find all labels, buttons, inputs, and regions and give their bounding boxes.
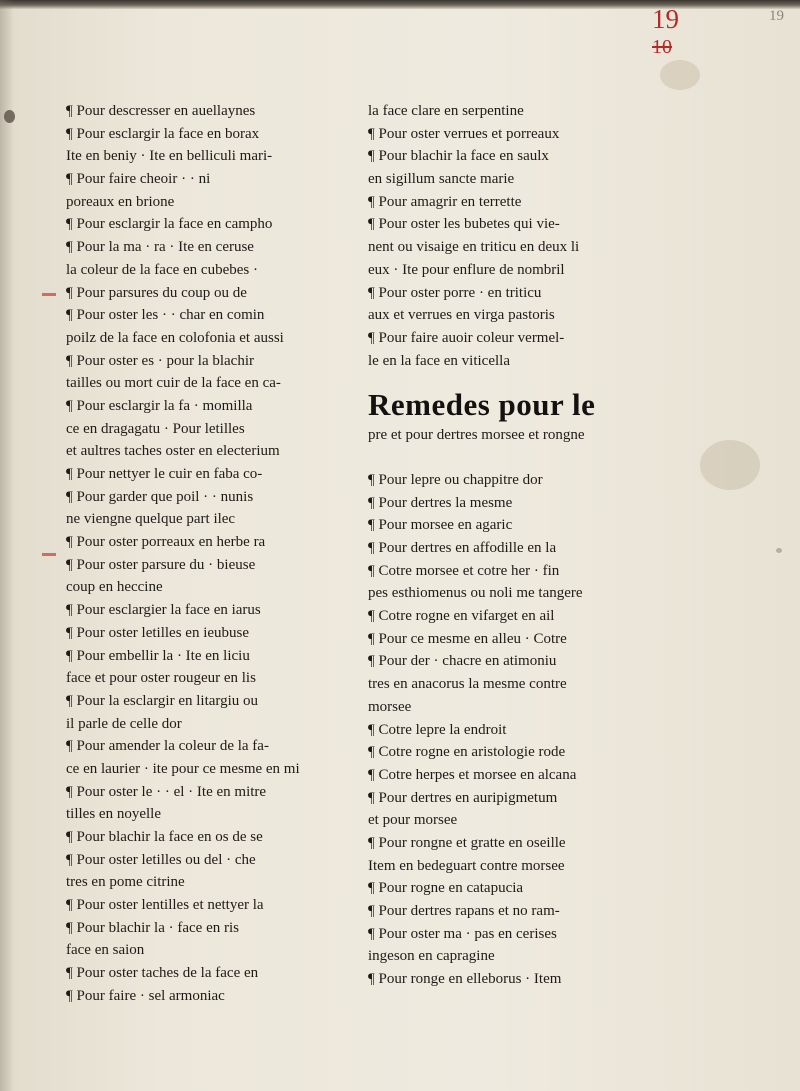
text-line: la face clare en serpentine bbox=[368, 103, 524, 119]
text-line: ¶ Pour garder que poil · · nunis bbox=[66, 488, 254, 505]
text-line: ¶ Pour embellir la · Ite en liciu bbox=[66, 647, 250, 664]
text-line: ¶ Pour dertres en affodille en la bbox=[368, 540, 557, 556]
text-line: ne viengne quelque part ilec bbox=[66, 511, 236, 528]
text-line: ¶ Pour faire auoir coleur vermel- bbox=[368, 329, 565, 346]
text-line: la coleur de la face en cubebes · bbox=[66, 261, 258, 278]
text-line: ¶ Pour esclargir la face en campho bbox=[66, 216, 273, 233]
text-line: ¶ Pour oster porreaux en herbe ra bbox=[66, 534, 266, 551]
text-line: ce en dragagatu · Pour letilles bbox=[66, 420, 245, 437]
foxing-stain bbox=[700, 440, 760, 490]
text-line: ¶ Pour rogne en catapucia bbox=[368, 880, 524, 897]
text-line: ¶ Pour faire · sel armoniac bbox=[66, 987, 225, 1004]
text-line: ¶ Pour oster parsure du · bieuse bbox=[66, 556, 256, 573]
text-line: ingeson en capragine bbox=[368, 948, 495, 965]
text-line: pes esthiomenus ou noli me tangere bbox=[368, 585, 583, 602]
text-line: face en saion bbox=[66, 942, 145, 959]
right-column-bottom-block bbox=[368, 469, 636, 991]
text-line: ¶ Pour esclargir la face en borax bbox=[66, 125, 260, 142]
text-line: coup en heccine bbox=[66, 579, 163, 596]
text-line: et pour morsee bbox=[368, 812, 458, 829]
text-line: eux · Ite pour enflure de nombril bbox=[368, 261, 565, 278]
struck-folio-number: 10 bbox=[652, 36, 672, 58]
text-line: ¶ Pour rongne et gratte en oseille bbox=[368, 834, 566, 851]
text-line: ¶ Cotre rogne en aristologie rode bbox=[368, 744, 566, 761]
text-line: ¶ Pour esclargir la fa · momilla bbox=[66, 397, 253, 414]
red-margin-mark bbox=[42, 293, 56, 296]
text-line: tilles en noyelle bbox=[66, 806, 161, 823]
section-subheading: pre et pour dertres morsee et rongne bbox=[368, 427, 585, 444]
text-line: ¶ Pour la ma · ra · Ite en ceruse bbox=[66, 239, 254, 256]
text-line: ¶ Pour ce mesme en alleu · Cotre bbox=[368, 630, 567, 647]
text-line: ¶ Pour oster verrues et porreaux bbox=[368, 125, 560, 142]
text-line: ¶ Pour oster porre · en triticu bbox=[368, 284, 542, 301]
text-line: ce en laurier · ite pour ce mesme en mi bbox=[66, 760, 300, 777]
right-text-column bbox=[368, 100, 636, 991]
text-line: ¶ Pour esclargier la face en iarus bbox=[66, 602, 261, 619]
text-line: le en la face en viticella bbox=[368, 352, 510, 369]
text-line: ¶ Pour oster lentilles et nettyer la bbox=[66, 897, 264, 914]
text-line: ¶ Pour oster letilles ou del · che bbox=[66, 851, 256, 868]
text-line: aux et verrues en virga pastoris bbox=[368, 307, 555, 324]
text-line: ¶ Cotre morsee et cotre her · fin bbox=[368, 562, 560, 579]
text-line: ¶ Pour oster le · · el · Ite en mitre bbox=[66, 783, 267, 800]
text-line: ¶ Pour blachir la face en saulx bbox=[368, 148, 549, 165]
text-line: ¶ Pour blachir la face en os de se bbox=[66, 829, 263, 845]
red-margin-mark bbox=[42, 553, 56, 556]
text-line: ¶ Pour dertres en auripigmetum bbox=[368, 789, 558, 806]
pencil-folio-number: 19 bbox=[769, 8, 784, 24]
text-line: Item en bedeguart contre morsee bbox=[368, 857, 565, 874]
text-line: ¶ Pour parsures du coup ou de bbox=[66, 284, 247, 301]
text-line: ¶ Pour faire cheoir · · ni bbox=[66, 171, 211, 188]
text-line: ¶ Pour nettyer le cuir en faba co- bbox=[66, 466, 263, 482]
text-line: ¶ Pour lepre ou chappitre dor bbox=[368, 471, 543, 488]
text-line: nent ou visaige en triticu en deux li bbox=[368, 239, 580, 256]
text-line: ¶ Pour oster es · pour la blachir bbox=[66, 352, 254, 369]
ink-blot bbox=[4, 110, 15, 123]
right-column-top-block bbox=[368, 100, 636, 372]
text-line: ¶ Cotre lepre la endroit bbox=[368, 721, 507, 738]
binding-shadow bbox=[0, 0, 14, 1091]
text-line: poreaux en brione bbox=[66, 193, 175, 210]
text-line: ¶ Pour amender la coleur de la fa- bbox=[66, 738, 269, 755]
left-text-column bbox=[66, 100, 338, 1008]
text-line: ¶ Pour dertres rapans et no ram- bbox=[368, 903, 560, 919]
text-line: ¶ Pour descresser en auellaynes bbox=[66, 103, 256, 119]
page-top-edge bbox=[0, 0, 800, 9]
section-heading: Remedes pour le bbox=[368, 387, 596, 423]
text-line: face et pour oster rougeur en lis bbox=[66, 670, 256, 687]
foxing-stain bbox=[660, 60, 700, 90]
text-line: ¶ Cotre herpes et morsee en alcana bbox=[368, 766, 577, 783]
folio-number: 19 bbox=[652, 4, 679, 34]
text-line: tres en pome citrine bbox=[66, 874, 185, 891]
text-line: en sigillum sancte marie bbox=[368, 171, 515, 188]
text-line: ¶ Pour oster les · · char en comin bbox=[66, 307, 265, 324]
text-line: et aultres taches oster en electerium bbox=[66, 443, 280, 460]
text-line: ¶ Pour dertres la mesme bbox=[368, 494, 513, 511]
text-line: ¶ Pour oster letilles en ieubuse bbox=[66, 624, 250, 641]
text-line: ¶ Pour oster ma · pas en cerises bbox=[368, 925, 557, 942]
text-line: poilz de la face en colofonia et aussi bbox=[66, 329, 284, 346]
text-line: ¶ Pour oster les bubetes qui vie- bbox=[368, 216, 560, 233]
text-line: ¶ Pour ronge en elleborus · Item bbox=[368, 971, 562, 988]
text-line: morsee bbox=[368, 698, 412, 715]
text-line: il parle de celle dor bbox=[66, 715, 182, 732]
text-line: tailles ou mort cuir de la face en ca- bbox=[66, 375, 281, 392]
text-line: ¶ Pour morsee en agaric bbox=[368, 517, 513, 534]
stain-spot bbox=[776, 548, 782, 553]
text-line: ¶ Pour amagrir en terrette bbox=[368, 193, 522, 210]
text-line: Ite en beniy · Ite en belliculi mari- bbox=[66, 148, 273, 165]
text-line: tres en anacorus la mesme contre bbox=[368, 676, 567, 693]
text-line: ¶ Cotre rogne en vifarget en ail bbox=[368, 608, 555, 625]
text-line: ¶ Pour blachir la · face en ris bbox=[66, 919, 239, 936]
text-line: ¶ Pour der · chacre en atimoniu bbox=[368, 653, 557, 670]
text-line: ¶ Pour oster taches de la face en bbox=[66, 965, 259, 982]
text-line: ¶ Pour la esclargir en litargiu ou bbox=[66, 692, 259, 709]
